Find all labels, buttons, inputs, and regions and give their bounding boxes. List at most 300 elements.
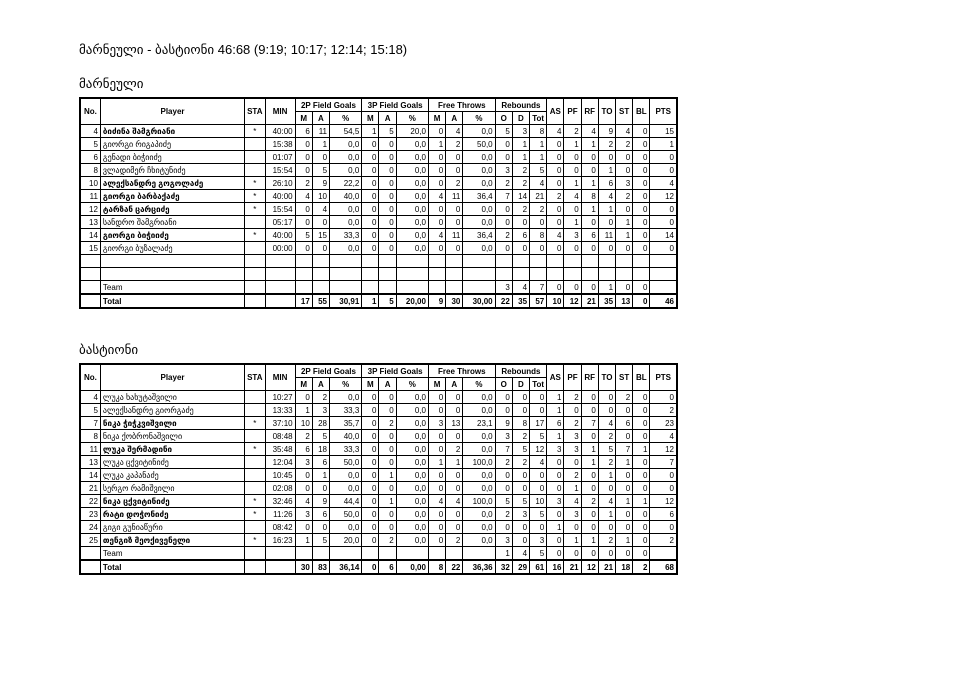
stat-cell [446,281,463,295]
stat-cell: 0 [295,164,312,177]
stat-cell: 0 [379,138,396,151]
stat-cell: 2 [616,391,633,404]
stat-cell: 0,0 [463,177,495,190]
stat-cell [495,255,512,268]
stat-cell: 23 [80,508,100,521]
stat-cell: 0 [446,216,463,229]
stat-cell: 1 [312,138,329,151]
stat-cell: 4 [564,495,581,508]
stat-cell: 0 [362,177,379,190]
column-header: Player [100,98,244,125]
column-header: ST [616,364,633,391]
stat-cell: 1 [598,508,615,521]
stat-cell: 0 [564,164,581,177]
column-subheader: % [330,112,362,125]
stat-cell: 13 [616,294,633,308]
stat-cell: 40:00 [265,229,295,242]
stat-cell: 0 [530,404,547,417]
stat-cell: 0 [650,391,677,404]
stat-cell: 6 [616,417,633,430]
stat-cell: 0,0 [396,203,428,216]
column-header: Free Throws [428,98,495,112]
stat-cell: 11 [446,229,463,242]
stat-cell: 0 [446,151,463,164]
stat-cell: 57 [530,294,547,308]
stat-cell: 0 [547,547,564,561]
stat-cell: 6 [312,508,329,521]
stat-cell: 0 [446,242,463,255]
stat-cell [446,547,463,561]
stat-cell: 30 [446,294,463,308]
stat-cell: 46 [650,294,677,308]
stat-cell: 15 [80,242,100,255]
stat-cell [80,294,100,308]
stat-cell: 6 [598,177,615,190]
stat-cell [598,255,615,268]
stat-cell: 1 [581,443,598,456]
column-header: PTS [650,364,677,391]
stat-cell: 0 [428,443,445,456]
stat-cell: 0 [362,534,379,547]
stat-cell: 0 [312,151,329,164]
stat-cell: 10 [530,495,547,508]
stat-cell: 1 [312,469,329,482]
player-row [80,268,677,281]
stat-cell: 3 [564,508,581,521]
stat-cell: 1 [581,534,598,547]
stat-cell: 4 [428,190,445,203]
stat-cell: 2 [495,456,512,469]
stat-cell: 4 [80,125,100,138]
stat-cell: 3 [564,430,581,443]
stat-cell: 2 [446,443,463,456]
stat-cell: 0 [581,482,598,495]
stat-cell: 36,4 [463,229,495,242]
stat-cell [428,281,445,295]
stat-cell: 35 [598,294,615,308]
player-name-cell: ლუკა ხახუტაშვილი [100,391,244,404]
stat-cell: 0,0 [330,138,362,151]
stat-cell: 2 [512,430,529,443]
stat-cell: 12 [564,294,581,308]
stat-cell [312,547,329,561]
page-title: მარნეული - ბასტიონი 46:68 (9:19; 10:17; 12:14; 15:18) [79,42,408,57]
stat-cell: 10 [312,190,329,203]
stat-cell: 5 [530,430,547,443]
player-row [80,534,677,547]
stat-cell: 00:00 [265,242,295,255]
stat-cell: 21 [80,482,100,495]
column-subheader: % [396,112,428,125]
stat-cell: * [245,508,265,521]
stat-cell: 0 [312,521,329,534]
stat-cell: 0,0 [463,534,495,547]
stat-cell: 0 [312,482,329,495]
stat-cell: 0 [379,430,396,443]
stat-cell: 0 [564,456,581,469]
stat-cell [80,268,100,281]
stat-cell: 0 [633,138,650,151]
stat-cell: 0 [379,229,396,242]
stat-cell: 7 [581,417,598,430]
column-subheader: A [312,378,329,391]
stat-cell: 0 [564,242,581,255]
player-name-cell: გიორგი ბიჭიიძე [100,229,244,242]
stat-cell: 0 [379,151,396,164]
stat-cell: 0 [379,521,396,534]
stat-cell: 3 [547,443,564,456]
stat-cell: 28 [312,417,329,430]
stat-cell: 2 [512,177,529,190]
stat-cell: 0 [379,190,396,203]
stat-cell: 0,0 [463,164,495,177]
player-name-cell: ნიკა ცქვიტინიძე [100,495,244,508]
stat-cell: 1 [379,495,396,508]
stat-cell [379,268,396,281]
player-row [80,255,677,268]
stat-cell [379,281,396,295]
stat-cell: 1 [379,469,396,482]
stat-cell: 0 [495,482,512,495]
player-row [80,417,677,430]
player-row [80,443,677,456]
player-row [80,216,677,229]
stat-cell: 3 [564,229,581,242]
stat-cell [650,268,677,281]
stat-cell: 0,0 [330,151,362,164]
stat-cell [547,268,564,281]
stat-cell: 0 [564,203,581,216]
stat-cell: 0 [650,216,677,229]
stat-cell: 22 [495,294,512,308]
stat-cell: 0 [446,203,463,216]
stat-cell: 33,3 [330,443,362,456]
column-subheader: A [312,112,329,125]
stat-cell [362,255,379,268]
stat-cell: 36,36 [463,560,495,574]
stat-cell: 0,0 [463,508,495,521]
stat-cell: 02:08 [265,482,295,495]
column-subheader: % [330,378,362,391]
column-header: PF [564,98,581,125]
stat-cell [564,255,581,268]
player-row [80,430,677,443]
stat-cell: 0 [362,469,379,482]
team-heading: მარნეული [79,76,144,91]
stat-cell: 12 [650,443,677,456]
player-row [80,469,677,482]
stat-cell: 0 [446,391,463,404]
stat-cell [530,268,547,281]
stat-cell: 0 [295,138,312,151]
stat-cell [265,547,295,561]
stat-cell: 4 [547,125,564,138]
stat-cell: 0 [633,164,650,177]
column-subheader: M [362,378,379,391]
stat-cell: 0,0 [396,482,428,495]
stat-cell: 0,0 [330,469,362,482]
stat-cell: 0 [295,203,312,216]
stat-cell: 1 [616,534,633,547]
stat-cell: 13:33 [265,404,295,417]
column-subheader: O [495,112,512,125]
stat-cell: 0 [295,151,312,164]
stat-cell [428,255,445,268]
stat-cell: 05:17 [265,216,295,229]
player-name-cell: ალექსანდრე გოგოლაძე [100,177,244,190]
stat-cell: * [245,534,265,547]
stat-cell: 2 [598,534,615,547]
stat-cell [512,255,529,268]
column-subheader: A [379,112,396,125]
stat-cell: 0 [633,469,650,482]
stat-cell: 0,0 [463,391,495,404]
stat-cell: 0 [564,521,581,534]
stat-cell: 0,0 [330,521,362,534]
stat-cell: 0 [362,242,379,255]
stat-cell: 0,0 [396,430,428,443]
stat-cell: 9 [495,417,512,430]
stat-cell: 0 [495,242,512,255]
stat-cell: 8 [512,417,529,430]
stat-cell: 0,0 [396,521,428,534]
stat-cell: 1 [547,430,564,443]
stat-cell [265,281,295,295]
total-row [80,294,677,308]
stat-cell: 0 [616,242,633,255]
stat-cell: 0 [446,430,463,443]
stat-cell: 15:38 [265,138,295,151]
stat-cell [245,294,265,308]
stat-cell: 0 [564,151,581,164]
stat-cell [245,560,265,574]
stat-cell [245,138,265,151]
stat-cell: * [245,203,265,216]
stat-cell: 0 [512,216,529,229]
team-row [80,281,677,295]
stat-cell: 8 [581,190,598,203]
stat-cell: 0 [379,404,396,417]
stat-cell: 35,7 [330,417,362,430]
stat-cell: 18 [616,560,633,574]
stat-cell: 0 [650,482,677,495]
stat-cell [295,255,312,268]
stat-cell: 5 [495,495,512,508]
stat-cell: 4 [530,456,547,469]
stat-cell: 0 [495,138,512,151]
stat-cell: 12 [650,495,677,508]
stat-cell: 35 [512,294,529,308]
stat-cell: 2 [650,404,677,417]
stat-cell [245,255,265,268]
stat-cell: 0 [564,547,581,561]
stat-cell: 1 [581,138,598,151]
stat-cell: 0 [581,404,598,417]
stat-cell: 0 [598,242,615,255]
stat-cell: 0 [581,508,598,521]
stat-cell: 0 [495,404,512,417]
stat-cell [312,268,329,281]
stat-cell: 15:54 [265,203,295,216]
stat-cell [265,255,295,268]
stat-cell: 4 [530,177,547,190]
stat-cell [396,547,428,561]
stat-cell: 0 [295,482,312,495]
stat-cell: 10 [547,294,564,308]
stat-cell: 1 [564,216,581,229]
stat-cell: 10:27 [265,391,295,404]
stat-cell: 0,0 [330,164,362,177]
stat-cell: 100,0 [463,495,495,508]
stat-cell: 0 [598,404,615,417]
stat-cell: 5 [379,125,396,138]
stat-cell: 0 [295,469,312,482]
stat-cell: 1 [362,125,379,138]
column-subheader: A [379,378,396,391]
stat-cell: 0,0 [396,391,428,404]
stat-cell: 5 [530,547,547,561]
stat-cell: 0 [633,242,650,255]
stat-cell: 14 [512,190,529,203]
stat-cell: 8 [80,164,100,177]
stat-cell: 12 [80,203,100,216]
stat-cell: 5 [598,443,615,456]
stat-cell [530,255,547,268]
column-header: BL [633,364,650,391]
stat-cell [379,547,396,561]
stat-cell: 0 [362,508,379,521]
stat-cell: 5 [495,125,512,138]
stat-cell: 1 [547,521,564,534]
player-name-cell: Team [100,281,244,295]
stat-cell: 23,1 [463,417,495,430]
stat-cell: 0 [362,138,379,151]
column-subheader: D [512,112,529,125]
column-subheader: M [428,378,445,391]
stat-cell: 1 [598,281,615,295]
stat-cell: 0 [650,203,677,216]
stat-cell [362,268,379,281]
stat-cell: 6 [80,151,100,164]
stat-cell: 0 [616,281,633,295]
stat-cell: 0 [650,151,677,164]
stat-cell: 0 [633,391,650,404]
stat-cell: 12 [581,560,598,574]
stat-cell [245,164,265,177]
stat-cell: 1 [650,138,677,151]
stat-cell [295,281,312,295]
stat-cell: 0 [428,521,445,534]
stat-cell: 5 [312,164,329,177]
stat-cell: 0,0 [330,482,362,495]
stat-cell: 0 [616,430,633,443]
box-score-table [79,97,678,309]
stat-cell [581,255,598,268]
stat-cell: 0 [295,216,312,229]
stat-cell: 0 [362,391,379,404]
stat-cell: 6 [312,456,329,469]
stat-cell: 1 [564,534,581,547]
stat-cell: 0 [633,203,650,216]
stat-cell: 7 [495,190,512,203]
column-header: Free Throws [428,364,495,378]
stat-cell: 2 [446,177,463,190]
stat-cell [598,268,615,281]
stat-cell [633,268,650,281]
stat-cell: 1 [530,138,547,151]
player-name-cell: გიორგი ბუზალაძე [100,242,244,255]
stat-cell: 9 [312,177,329,190]
stat-cell: 0 [530,521,547,534]
header-row [80,364,677,378]
stat-cell: 3 [616,177,633,190]
stat-cell [245,469,265,482]
stat-cell: 0 [547,534,564,547]
stat-cell: 10:45 [265,469,295,482]
player-row [80,508,677,521]
stat-cell: 0,0 [396,456,428,469]
player-name-cell: გიორგი ბარბაქაძე [100,190,244,203]
stat-cell: 33,3 [330,404,362,417]
stat-cell: 55 [312,294,329,308]
stat-cell: 0 [312,242,329,255]
stat-cell [80,255,100,268]
stat-cell: 30,91 [330,294,362,308]
stat-cell: 14 [80,229,100,242]
player-row [80,177,677,190]
player-row [80,138,677,151]
stat-cell: 20,00 [396,294,428,308]
team-heading: ბასტიონი [79,342,139,357]
stat-cell: 0,0 [396,190,428,203]
stat-cell [633,255,650,268]
column-header: No. [80,98,100,125]
stat-cell: 0 [379,391,396,404]
stat-cell: 3 [295,508,312,521]
stat-cell: 0 [446,508,463,521]
column-subheader: M [428,112,445,125]
stat-cell: 0 [512,534,529,547]
stat-cell: 0 [362,216,379,229]
stat-cell: 2 [379,417,396,430]
stat-cell: 1 [633,495,650,508]
stat-cell: 0 [512,242,529,255]
stat-cell: 1 [295,534,312,547]
stat-cell: 2 [512,456,529,469]
column-subheader: M [295,112,312,125]
stat-cell: 0 [547,138,564,151]
stat-cell: 0 [379,177,396,190]
stat-cell: 0,0 [330,203,362,216]
stat-cell: 1 [616,495,633,508]
stat-cell: 4 [564,190,581,203]
stat-cell: 14 [650,229,677,242]
column-subheader: % [463,378,495,391]
stat-cell: 50,0 [330,456,362,469]
stat-cell: 1 [564,177,581,190]
stat-cell: * [245,443,265,456]
stat-cell [463,255,495,268]
stat-cell: 0 [379,456,396,469]
column-header: 2P Field Goals [295,98,362,112]
stat-cell: 0 [362,151,379,164]
column-header: 3P Field Goals [362,98,429,112]
stat-cell: 0 [616,404,633,417]
stat-cell: 3 [530,534,547,547]
stat-cell: 0 [598,151,615,164]
stat-cell: 0 [428,534,445,547]
stat-cell: 0 [512,482,529,495]
